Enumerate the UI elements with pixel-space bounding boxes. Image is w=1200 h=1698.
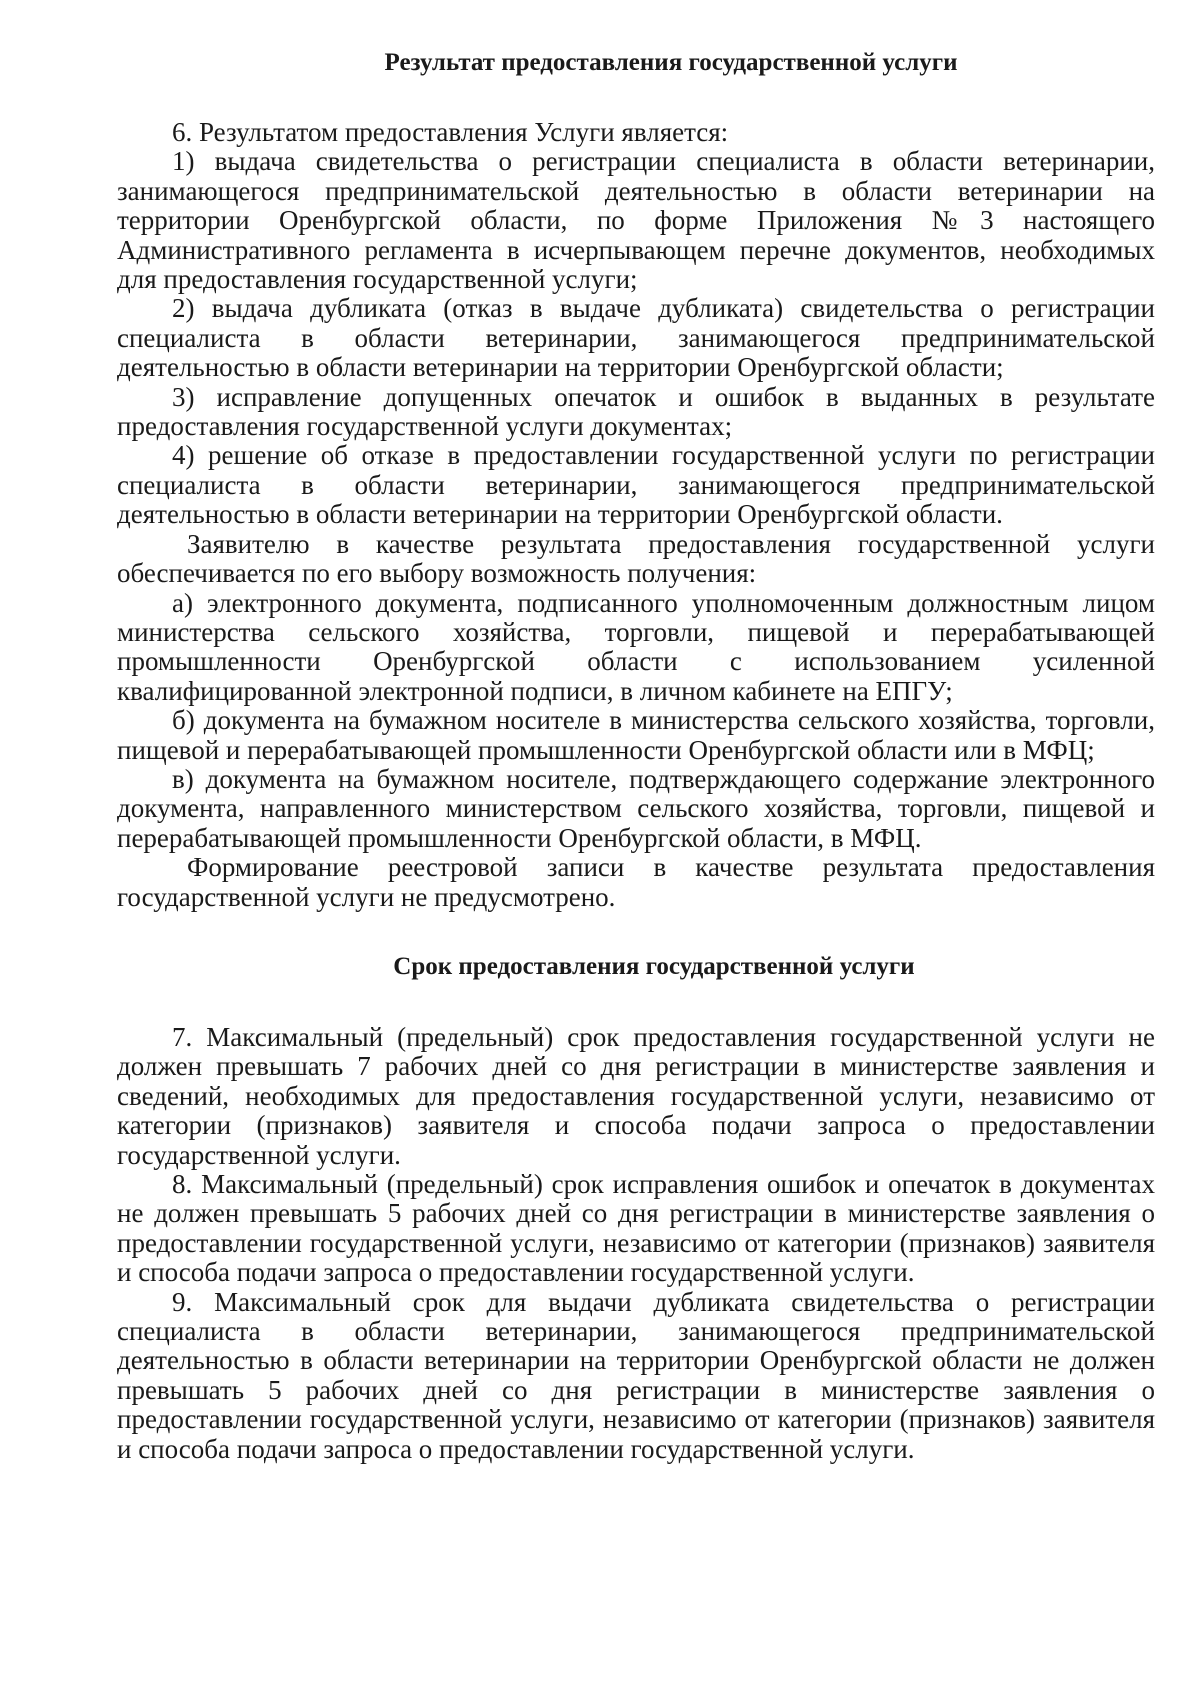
paragraph-registry-record: Формирование реестровой записи в качестве результата предоставления государственной услуги не предусмотрено. bbox=[117, 852, 1155, 912]
paragraph-9: 9. Максимальный срок для выдачи дубликата свидетельства о регистрации специалиста в области ветеринарии, занимающегося предпринимательской деятельностью в области ветеринарии на территории Оренбургской области не должен превышать 5 рабочих дней со дня регистрации в министерстве заявления о предоставлении государственной услуги, независимо от категории (признаков) заявителя и способа подачи запроса о предоставлении государственной услуги. bbox=[117, 1286, 1155, 1464]
paragraph-applicant-options: Заявителю в качестве результата предоставления государственной услуги обеспечивается по его выбору возможность получения: bbox=[117, 528, 1155, 589]
item-a: а) электронного документа, подписанного уполномоченным должностным лицом министерства сельского хозяйства, торговли, пищевой и перерабатывающей промышленности Оренбургской области с использованием усиленной квалифицированной электронной подписи, в личном кабинете на ЕПГУ; bbox=[117, 587, 1155, 706]
document-page bbox=[117, 40, 1155, 1464]
item-2: 2) выдача дубликата (отказ в выдаче дубликата) свидетельства о регистрации специалиста в области ветеринарии, занимающегося предпринимательской деятельностью в области ветеринарии на территории Оренбургской области; bbox=[117, 293, 1155, 383]
section-heading-result: Результат предоставления государственной услуги bbox=[384, 49, 958, 76]
section-heading-term: Срок предоставления государственной услуги bbox=[393, 952, 915, 980]
paragraph-8: 8. Максимальный (предельный) срок исправления ошибок и опечаток в документах не должен превышать 5 рабочих дней со дня регистрации в министерстве заявления о предоставлении государственной услуги, независимо от категории (признаков) заявителя и способа подачи запроса о предоставлении государственной услуги. bbox=[117, 1169, 1155, 1288]
item-1: 1) выдача свидетельства о регистрации специалиста в области ветеринарии, занимающегося предпринимательской деятельностью в области ветеринарии на территории Оренбургской области, по форме Приложения №3 настоящего Административного регламента в исчерпывающем перечне документов, необходимых для предоставления государственной услуги; bbox=[117, 146, 1155, 295]
item-3: 3) исправление допущенных опечаток и ошибок в выданных в результате предоставления государственной услуги документах; bbox=[117, 381, 1155, 442]
paragraph-6: 6. Результатом предоставления Услуги является: bbox=[172, 117, 729, 147]
item-4: 4) решение об отказе в предоставлении государственной услуги по регистрации специалиста в области ветеринарии, занимающегося предпринимательской деятельностью в области ветеринарии на территории Оренбургской области. bbox=[117, 440, 1155, 530]
item-v: в) документа на бумажном носителе, подтверждающего содержание электронного документа, направленного министерством сельского хозяйства, торговли, пищевой и перерабатывающей промышленности Оренбургской области, в МФЦ. bbox=[117, 763, 1155, 853]
paragraph-7: 7. Максимальный (предельный) срок предоставления государственной услуги не должен превышать 7 рабочих дней со дня регистрации в министерстве заявления и сведений, необходимых для предоставления государственной услуги, независимо от категории (признаков) заявителя и способа подачи запроса о предоставлении государственной услуги. bbox=[117, 1021, 1155, 1170]
item-b: б) документа на бумажном носителе в министерства сельского хозяйства, торговли, пищевой и перерабатывающей промышленности Оренбургской области или в МФЦ; bbox=[117, 705, 1155, 765]
